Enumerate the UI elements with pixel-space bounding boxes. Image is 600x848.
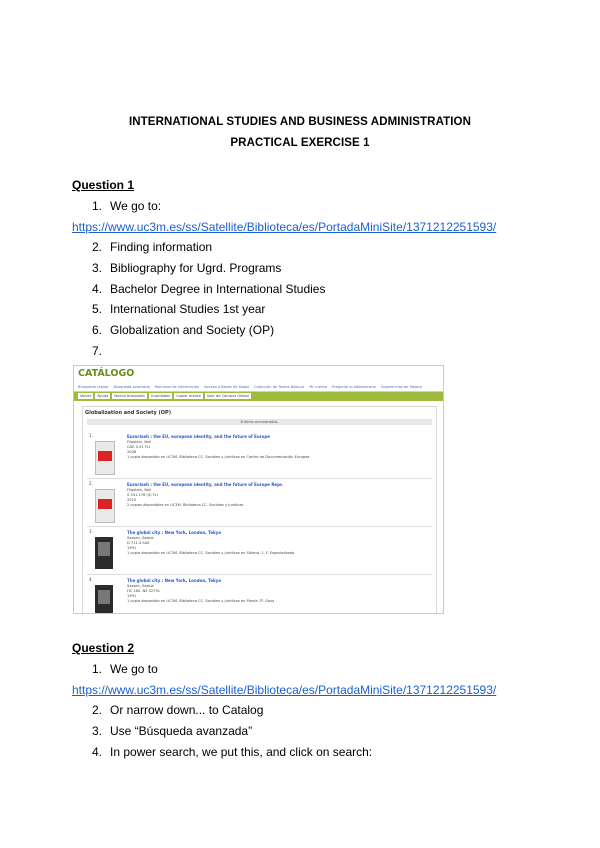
catalog-results-count: 8 ítems encontrados.: [87, 419, 432, 425]
catalog-menu-item: Pregunte al bibliotecario: [331, 385, 376, 389]
catalog-record: [87, 575, 432, 614]
record-line: 1 copia disponible en UC3M. Biblioteca CC. Sociales y Jurídicas en Planta 1ª. Gaus: [127, 599, 275, 603]
catalog-toolbar-item: Ayuda: [97, 394, 109, 398]
list-number: 1.: [92, 199, 103, 213]
list-item: [92, 323, 274, 337]
question-1-heading: Question 1: [72, 178, 135, 192]
catalog-toolbar-item: Copiar enlace: [176, 394, 201, 398]
list-number: 1.: [92, 662, 103, 676]
list-number: 4.: [92, 745, 103, 759]
list-item: [92, 282, 325, 296]
record-line: S 341.176 (4) FLI: [127, 493, 158, 497]
book-cover-image: [95, 585, 113, 614]
catalog-toolbar-item: Guardados: [150, 394, 171, 398]
record-line: Fligstein, Neil: [127, 440, 152, 444]
record-line: 1 copia disponible en UC3M. Biblioteca CC. Sociales y Jurídicas en Sótano -1. F. Especializado: [127, 551, 295, 555]
list-text: Finding information: [110, 240, 213, 254]
record-line: D 711.4 SAS: [127, 541, 150, 545]
catalog-record: [87, 527, 432, 575]
list-text: Or narrow down... to Catalog: [110, 703, 264, 717]
catalog-menu-item: Sugerencias de Mejora: [380, 385, 422, 389]
record-title: Euroclash : the EU, european identity, and the future of Europe Repr.: [127, 482, 283, 487]
document-subtitle: PRACTICAL EXERCISE 1: [230, 137, 370, 149]
list-number: 3.: [92, 261, 103, 275]
catalog-toolbar: [74, 392, 443, 401]
list-text: Use “Búsqueda avanzada”: [110, 724, 253, 738]
list-item: [92, 662, 158, 676]
uc3m-library-link[interactable]: https://www.uc3m.es/ss/Satellite/Biblioteca/es/PortadaMiniSite/1371212251593/: [72, 683, 497, 697]
record-number: 3.: [89, 529, 93, 534]
catalog-screenshot: [73, 365, 444, 614]
book-cover-image: [95, 537, 113, 569]
list-number: 2.: [92, 240, 103, 254]
list-item: [92, 344, 110, 358]
catalog-toolbar-item: Nueva búsqueda: [114, 394, 145, 398]
record-number: 1.: [89, 433, 93, 438]
list-number: 7.: [92, 344, 103, 358]
list-number: 4.: [92, 282, 103, 296]
document-title: INTERNATIONAL STUDIES AND BUSINESS ADMINISTRATION: [128, 116, 472, 128]
record-line: Fligstein, Neil: [127, 488, 152, 492]
list-item: [92, 703, 263, 717]
list-text: Bibliography for Ugrd. Programs: [110, 261, 282, 275]
list-item: [92, 302, 265, 316]
catalog-menu-item: Mi cuenta: [309, 385, 327, 389]
question-2-heading: Question 2: [72, 641, 135, 655]
book-cover-image: [95, 489, 115, 523]
list-item: [92, 199, 161, 213]
catalog-menu-item: Búsqueda rápida: [78, 385, 109, 389]
record-title: Euroclash : the EU, european identity, and the future of Europe: [127, 434, 270, 439]
catalog-header: [74, 366, 443, 383]
record-number: 2.: [89, 481, 93, 486]
list-text: In power search, we put this, and click on search:: [110, 745, 373, 759]
list-item: [92, 261, 281, 275]
catalog-menu-item: Búsqueda avanzada: [113, 385, 150, 389]
catalog-results: [82, 406, 437, 614]
list-item: [92, 745, 372, 759]
book-cover-image: [95, 441, 115, 475]
catalog-title: CATÁLOGO: [78, 368, 135, 379]
record-line: 1991: [127, 594, 137, 598]
catalog-record: [87, 479, 432, 527]
catalog-menu-item: Colección de Textos Básicos: [254, 385, 305, 389]
record-title: The global city : New York, London, Tokyo: [127, 578, 222, 583]
record-line: HC 184 .N5 S2791: [127, 589, 161, 593]
record-number: 4.: [89, 577, 93, 582]
record-line: CDE 0.41 FLI: [127, 445, 150, 449]
list-text: We go to:: [110, 199, 162, 213]
list-number: 3.: [92, 724, 103, 738]
catalog-toolbar-item: Volver: [80, 394, 92, 398]
record-line: 1991: [127, 546, 137, 550]
record-line: 2 copias disponibles en UC3M. Biblioteca CC. Sociales y Jurídicas: [127, 503, 244, 507]
list-number: 6.: [92, 323, 103, 337]
list-text: We go to: [110, 662, 158, 676]
list-text: Bachelor Degree in International Studies: [110, 282, 326, 296]
uc3m-library-link[interactable]: https://www.uc3m.es/ss/Satellite/Biblioteca/es/PortadaMiniSite/1371212251593/: [72, 220, 497, 234]
record-line: Sassen, Saskia: [127, 584, 154, 588]
catalog-menu-item: Acceso a Bases de Datos: [204, 385, 250, 389]
list-number: 2.: [92, 703, 103, 717]
catalog-toolbar-item: Salir de Campus Global: [206, 394, 249, 398]
record-title: The global city : New York, London, Tokyo: [127, 530, 222, 535]
list-text: International Studies 1st year: [110, 302, 266, 316]
catalog-results-title: Globalization and Society (OP): [85, 410, 171, 416]
record-line: Sassen, Saskia: [127, 536, 154, 540]
record-line: 1 copia disponible en UC3M. Biblioteca CC. Sociales y Jurídicas en Centro de Documentación Europea: [127, 455, 310, 459]
list-number: 5.: [92, 302, 103, 316]
catalog-menu: [74, 383, 443, 392]
list-item: [92, 240, 212, 254]
catalog-record: [87, 431, 432, 479]
record-line: 2008: [127, 450, 137, 454]
list-text: Globalization and Society (OP): [110, 323, 275, 337]
list-item: [92, 724, 252, 738]
catalog-menu-item: Recursos de información: [154, 385, 200, 389]
record-line: 2010: [127, 498, 137, 502]
